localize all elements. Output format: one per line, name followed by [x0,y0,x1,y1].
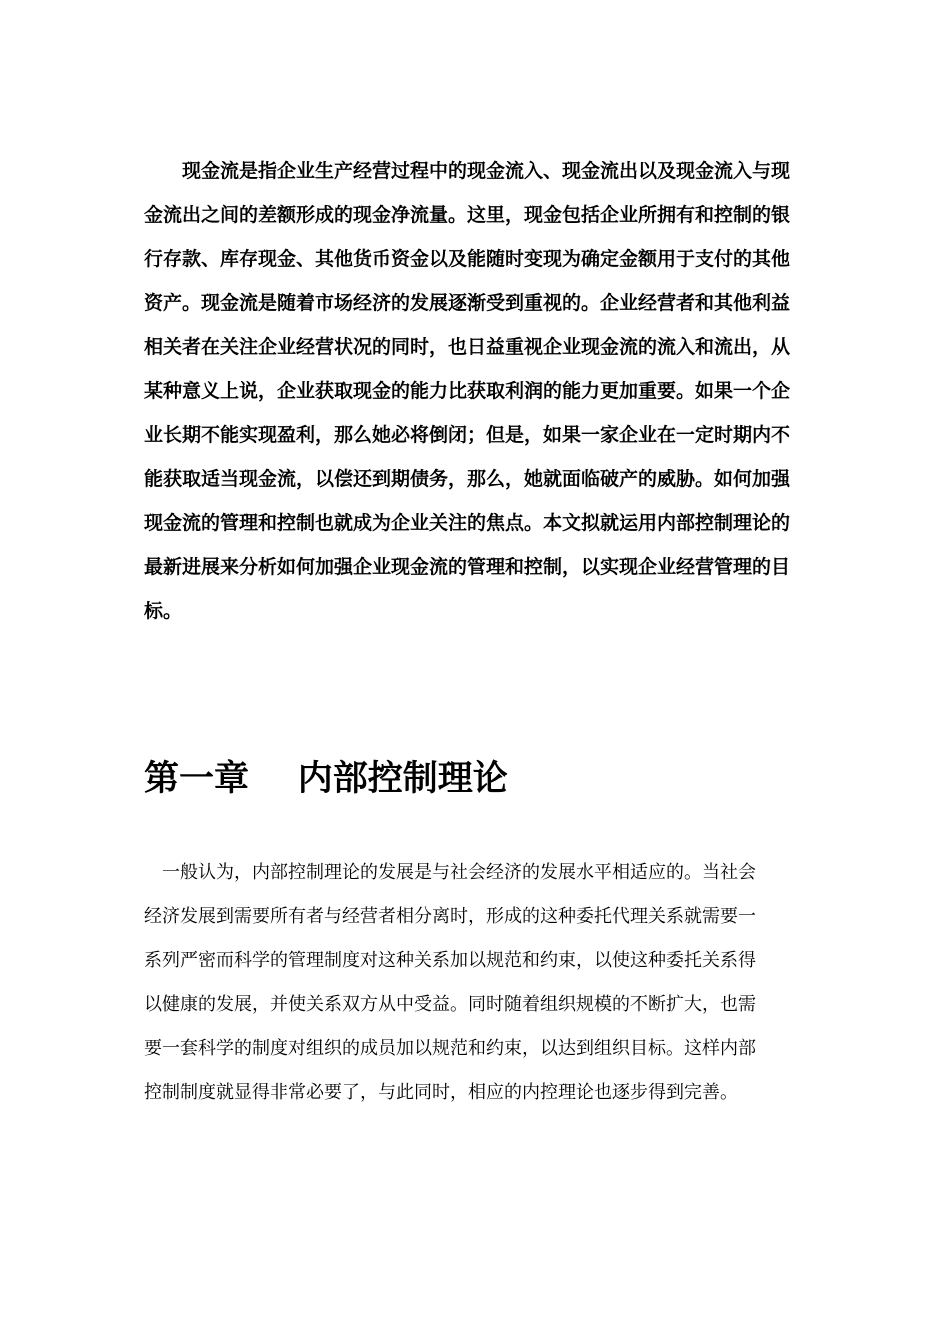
body-line: 控制制度就显得非常必要了，与此同时，相应的内控理论也逐步得到完善。 [144,1082,738,1103]
body-line: 系列严密而科学的管理制度对这种关系加以规范和约束，以使这种委托关系得 [144,950,756,971]
body-line: 以健康的发展，并使关系双方从中受益。同时随着组织规模的不断扩大，也需 [144,994,756,1015]
intro-line: 业长期不能实现盈利，那么她必将倒闭；但是，如果一家企业在一定时期内不 [144,424,791,446]
intro-line: 行存款、库存现金、其他货币资金以及能随时变现为确定金额用于支付的其他 [144,248,791,270]
body-line: 经济发展到需要所有者与经营者相分离时，形成的这种委托代理关系就需要一 [144,906,756,927]
body-line: 要一套科学的制度对组织的成员加以规范和约束，以达到组织目标。这样内部 [144,1038,756,1059]
intro-line: 标。 [144,600,183,622]
intro-line: 资产。现金流是随着市场经济的发展逐渐受到重视的。企业经营者和其他利益 [144,292,791,314]
intro-line: 能获取适当现金流，以偿还到期债务，那么，她就面临破产的威胁。如何加强 [144,468,791,490]
intro-line: 相关者在关注企业经营状况的同时，也日益重视企业现金流的流入和流出，从 [144,336,791,358]
body-line: 一般认为，内部控制理论的发展是与社会经济的发展水平相适应的。当社会 [162,862,756,883]
intro-line: 最新进展来分析如何加强企业现金流的管理和控制，以实现企业经营管理的目 [144,556,791,578]
intro-line: 现金流的管理和控制也就成为企业关注的焦点。本文拟就运用内部控制理论的 [144,512,791,534]
intro-line: 现金流是指企业生产经营过程中的现金流入、现金流出以及现金流入与现 [182,160,791,182]
chapter-title: 第一章 内部控制理论 [144,758,508,799]
intro-line: 金流出之间的差额形成的现金净流量。这里，现金包括企业所拥有和控制的银 [144,204,791,226]
intro-line: 某种意义上说，企业获取现金的能力比获取利润的能力更加重要。如果一个企 [144,380,791,402]
